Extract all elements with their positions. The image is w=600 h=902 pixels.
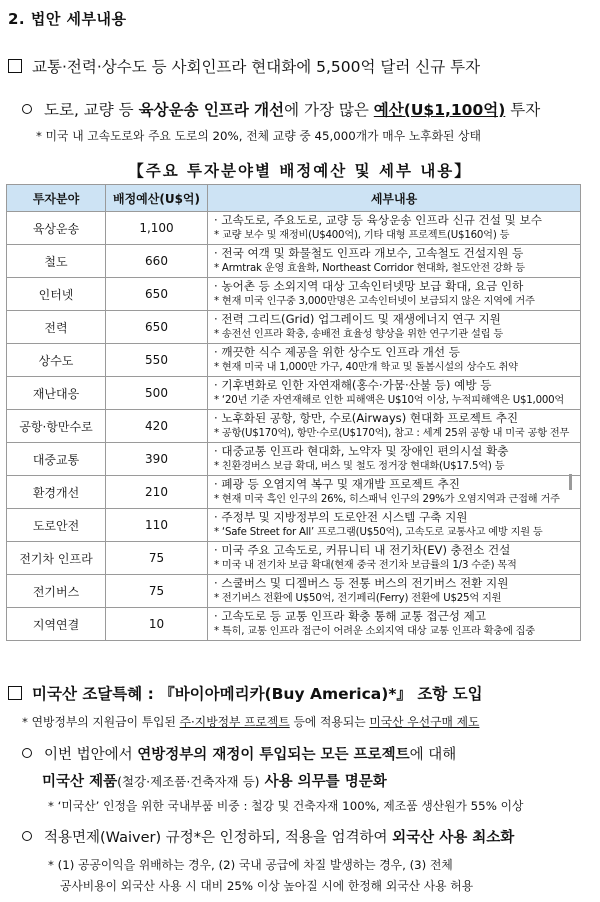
row-details: · 대중교통 인프라 현대화, 노약자 및 장애인 편의시설 확충 * 친환경버스 보급 확대, 버스 및 철도 정거장 현대화(U$17.5억) 등 xyxy=(208,443,581,476)
row-category: 인터넷 xyxy=(7,278,106,311)
row-amount: 420 xyxy=(106,410,208,443)
row-category: 철도 xyxy=(7,245,106,278)
row-amount: 110 xyxy=(106,509,208,542)
header-category: 투자분야 xyxy=(7,185,106,212)
row-amount: 210 xyxy=(106,476,208,509)
investment-table xyxy=(6,184,581,641)
row-category: 도로안전 xyxy=(7,509,106,542)
section1-point1: 도로, 교량 등 육상운송 인프라 개선에 가장 많은 예산(U$1,100억) 투자 xyxy=(22,98,540,120)
row-amount: 660 xyxy=(106,245,208,278)
section1-note1: * 미국 내 고속도로와 주요 도로의 20%, 전체 교량 중 45,000개가 매우 노후화된 상태 xyxy=(36,129,481,143)
row-category: 대중교통 xyxy=(7,443,106,476)
row-details: · 전국 여객 및 화물철도 인프라 개보수, 고속철도 건설지원 등 * Armtrak 운영 효율화, Northeast Corridor 현대화, 철도안전 강화 등 xyxy=(208,245,581,278)
row-amount: 75 xyxy=(106,575,208,608)
scroll-indicator[interactable] xyxy=(569,474,572,490)
table-row xyxy=(7,245,581,278)
section2-point1-line1: 이번 법안에서 연방정부의 재정이 투입되는 모든 프로젝트에 대해 xyxy=(22,743,456,764)
row-category: 육상운송 xyxy=(7,212,106,245)
row-category: 지역연결 xyxy=(7,608,106,641)
row-category: 공항·항만수로 xyxy=(7,410,106,443)
row-amount: 550 xyxy=(106,344,208,377)
row-details: · 주정부 및 지방정부의 도로안전 시스템 구축 지원 * ‘Safe Street for All’ 프로그램(U$50억), 고속도로 교통사고 예방 지원 등 xyxy=(208,509,581,542)
table-row xyxy=(7,212,581,245)
section2-point2: 적용면제(Waiver) 규정*은 인정하되, 적용을 엄격하여 외국산 사용 최소화 xyxy=(22,826,514,847)
section2-point1-note: * ‘미국산’ 인정을 위한 국내부품 비중 : 철강 및 건축자재 100%, 제조품 생산원가 55% 이상 xyxy=(48,799,524,813)
table-title: 【주요 투자분야별 배정예산 및 세부 내용】 xyxy=(128,162,472,180)
row-details: · 깨끗한 식수 제공을 위한 상수도 인프라 개선 등 * 현재 미국 내 1,000만 가구, 40만개 학교 및 돌봄시설의 상수도 취약 xyxy=(208,344,581,377)
row-category: 환경개선 xyxy=(7,476,106,509)
section2-point2-note1: * (1) 공공이익을 위배하는 경우, (2) 국내 공급에 차질 발생하는 경우, (3) 전체 xyxy=(48,858,453,872)
circle-bullet-icon xyxy=(22,104,32,114)
row-amount: 650 xyxy=(106,278,208,311)
row-category: 상수도 xyxy=(7,344,106,377)
row-details: · 노후화된 공항, 항만, 수로(Airways) 현대화 프로젝트 추진 * 공항(U$170억), 항만·수로(U$170억), 참고 : 세계 25위 공항 내 미국 공항 전무 xyxy=(208,410,581,443)
table-header-row xyxy=(7,185,581,212)
circle-bullet-icon xyxy=(22,748,32,758)
row-details: · 폐광 등 오염지역 복구 및 재개발 프로젝트 추진 * 현재 미국 흑인 인구의 26%, 히스패닉 인구의 29%가 오염지역과 근접해 거주 xyxy=(208,476,581,509)
row-details: · 농어촌 등 소외지역 대상 고속인터넷망 보급 확대, 요금 인하 * 현재 미국 인구중 3,000만명은 고속인터넷이 보급되지 않은 지역에 거주 xyxy=(208,278,581,311)
row-amount: 1,100 xyxy=(106,212,208,245)
section2-point2-note2: 공사비용이 외국산 사용 시 대비 25% 이상 높아질 시에 한정해 외국산 사용 허용 xyxy=(60,879,474,893)
row-details: · 고속도로 등 교통 인프라 확충 통해 교통 접근성 제고 * 특히, 교통 인프라 접근이 어려운 소외지역 대상 교통 인프라 확충에 집중 xyxy=(208,608,581,641)
table-row xyxy=(7,608,581,641)
section2-point1-line2: 미국산 제품(철강·제조품·건축자재 등) 사용 의무를 명문화 xyxy=(42,774,387,790)
row-details: · 전력 그리드(Grid) 업그레이드 및 재생에너지 연구 지원 * 송전선 인프라 확충, 송배전 효율성 향상을 위한 연구기관 설립 등 xyxy=(208,311,581,344)
table-row xyxy=(7,443,581,476)
table-row xyxy=(7,344,581,377)
header-amount: 배정예산(U$억) xyxy=(106,185,208,212)
row-details: · 고속도로, 주요도로, 교량 등 육상운송 인프라 신규 건설 및 보수 * 교량 보수 및 재정비(U$400억), 기타 대형 프로젝트(U$160억) 등 xyxy=(208,212,581,245)
row-amount: 390 xyxy=(106,443,208,476)
row-amount: 75 xyxy=(106,542,208,575)
header-details: 세부내용 xyxy=(208,185,581,212)
table-row xyxy=(7,377,581,410)
row-category: 전력 xyxy=(7,311,106,344)
row-amount: 500 xyxy=(106,377,208,410)
table-row xyxy=(7,311,581,344)
row-details: · 스쿨버스 및 디젤버스 등 전통 버스의 전기버스 전환 지원 * 전기버스 전환에 U$50억, 전기페리(Ferry) 전환에 U$25억 지원 xyxy=(208,575,581,608)
table-row xyxy=(7,476,581,509)
table-row xyxy=(7,509,581,542)
section1-title: 교통·전력·상수도 등 사회인프라 현대화에 5,500억 달러 신규 투자 xyxy=(8,55,480,77)
table-row xyxy=(7,575,581,608)
table-row xyxy=(7,278,581,311)
circle-bullet-icon xyxy=(22,831,32,841)
table-row xyxy=(7,542,581,575)
section-heading: 2. 법안 세부내용 xyxy=(8,10,127,28)
section2-title: 미국산 조달특혜 : 『바이아메리카(Buy America)*』 조항 도입 xyxy=(8,682,483,704)
square-bullet-icon xyxy=(8,686,22,700)
row-details: · 기후변화로 인한 자연재해(홍수·가뭄·산불 등) 예방 등 * ‘20년 기준 자연재해로 인한 피해액은 U$10억 이상, 누적피해액은 U$1,000억 xyxy=(208,377,581,410)
table-row xyxy=(7,410,581,443)
row-amount: 10 xyxy=(106,608,208,641)
section2-note1: * 연방정부의 지원금이 투입된 주·지방정부 프로젝트 등에 적용되는 미국산 우선구매 제도 xyxy=(22,715,480,729)
row-category: 전기차 인프라 xyxy=(7,542,106,575)
row-details: · 미국 주요 고속도로, 커뮤니티 내 전기차(EV) 충전소 건설 * 미국 내 전기차 보급 확대(현재 중국 전기차 보급률의 1/3 수준) 목적 xyxy=(208,542,581,575)
row-amount: 650 xyxy=(106,311,208,344)
row-category: 전기버스 xyxy=(7,575,106,608)
row-category: 재난대응 xyxy=(7,377,106,410)
square-bullet-icon xyxy=(8,59,22,73)
